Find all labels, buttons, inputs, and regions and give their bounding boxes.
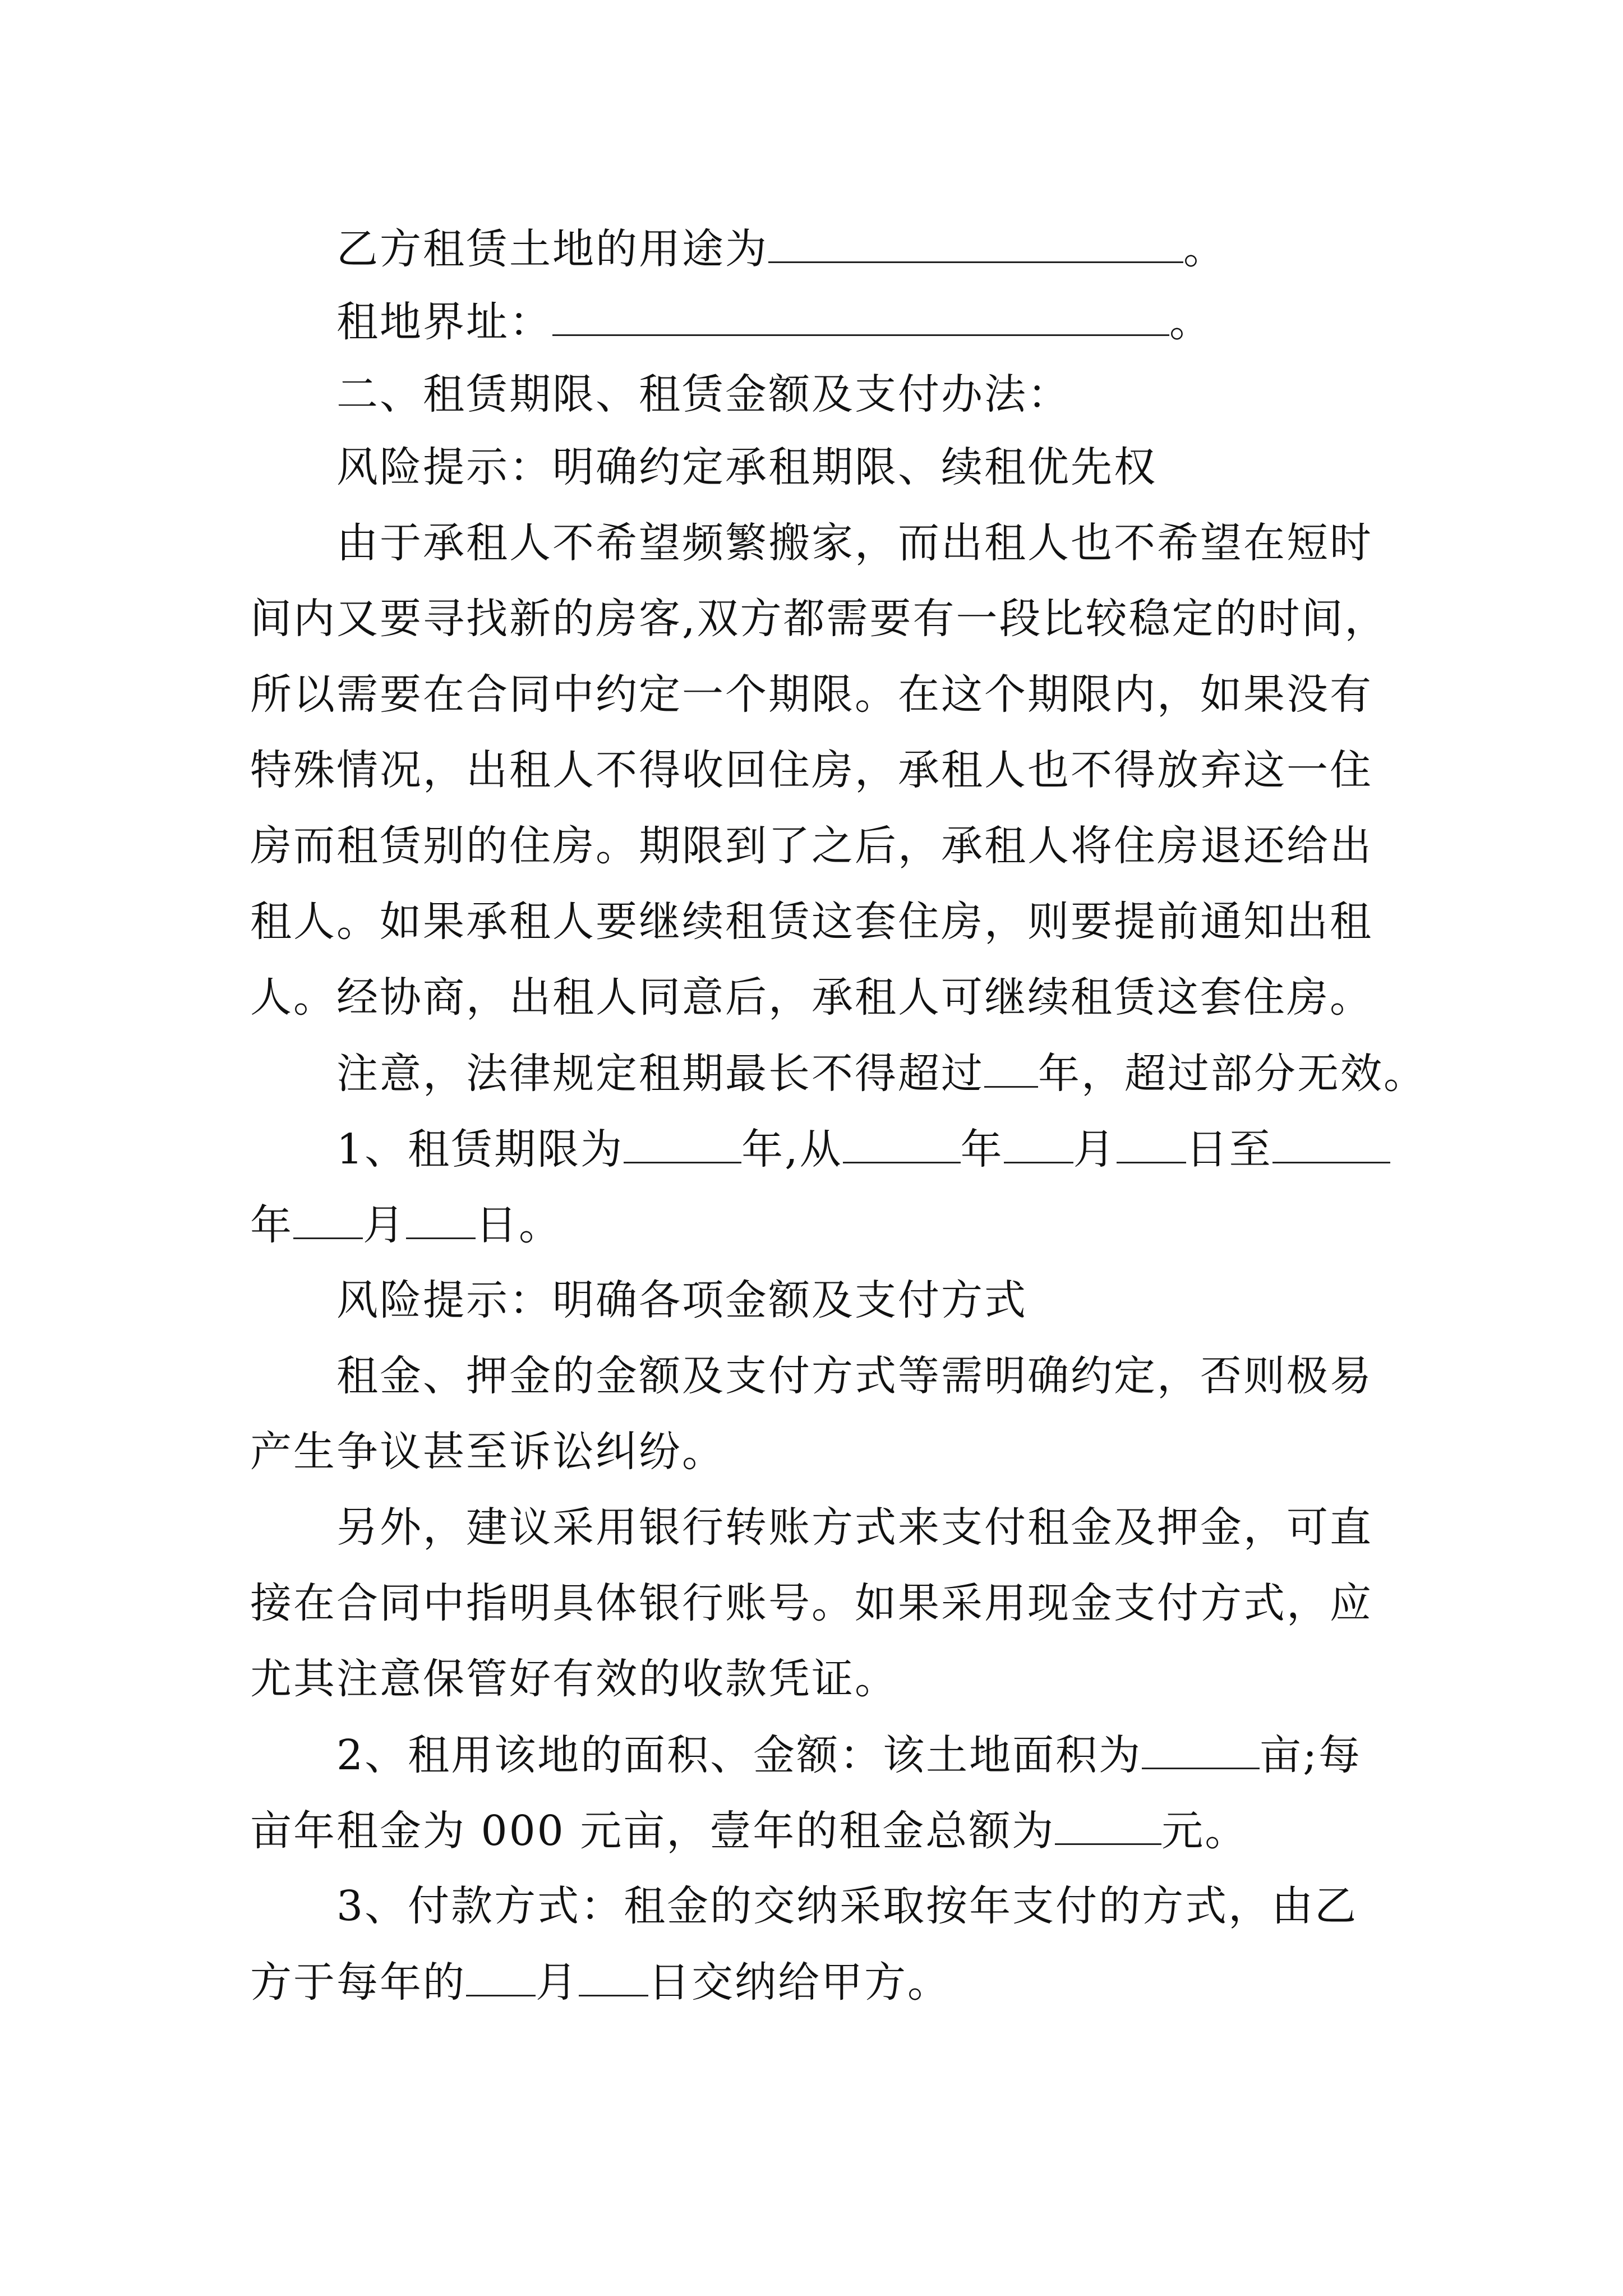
pay-month-blank[interactable] [466, 1958, 536, 1996]
lease-term-label: 1、租赁期限为 [336, 1125, 624, 1174]
payment-method-line: 3、付款方式：租金的交纳采取按年支付的方式，由乙 [336, 1882, 1358, 1930]
risk-tip-term: 风险提示：明确约定承租期限、续租优先权 [336, 443, 1157, 491]
end-year-blank[interactable] [1272, 1125, 1390, 1163]
year-label: 年 [250, 1201, 293, 1249]
rent-total-line [250, 1806, 1389, 1855]
land-use-line [336, 224, 1389, 273]
boundary-blank[interactable] [552, 297, 1169, 336]
paragraph-line: 接在合同中指明具体银行账号。如果采用现金支付方式，应 [250, 1579, 1373, 1627]
rent-total-label: 亩年租金为 000 元亩，壹年的租金总额为 [250, 1807, 1055, 1855]
paragraph-line: 租人。如果承租人要继续租赁这套住房，则要提前通知出租 [250, 898, 1373, 946]
max-term-text: 注意，法律规定租期最长不得超过 [336, 1050, 984, 1098]
year-label: 年 [960, 1125, 1004, 1174]
payment-date-line [250, 1958, 1389, 2007]
start-month-blank[interactable] [1004, 1125, 1073, 1163]
month-label: 月 [363, 1201, 406, 1249]
max-term-blank[interactable] [984, 1049, 1038, 1088]
pay-day-blank[interactable] [579, 1958, 648, 1996]
area-unit: 亩;每 [1260, 1731, 1362, 1779]
paragraph-line: 产生争议甚至诉讼纠纷。 [250, 1428, 725, 1476]
from-label: 年,从 [741, 1125, 843, 1174]
section-heading: 二、租赁期限、租赁金额及支付办法： [336, 370, 1071, 418]
paragraph-line: 特殊情况，出租人不得收回住房，承租人也不得放弃这一住 [250, 746, 1373, 794]
area-line [336, 1731, 1389, 1779]
to-label: 日至 [1186, 1125, 1272, 1174]
boundary-label: 租地界址： [336, 298, 552, 346]
paragraph-line: 所以需要在合同中约定一个期限。在这个期限内，如果没有 [250, 670, 1373, 719]
paragraph-line: 租金、押金的金额及支付方式等需明确约定，否则极易 [336, 1352, 1373, 1400]
land-use-blank[interactable] [768, 224, 1183, 263]
month-label: 月 [1073, 1125, 1117, 1174]
paragraph-line: 人。经协商，出租人同意后，承租人可继续租赁这套住房。 [250, 973, 1373, 1022]
max-term-text-end: 年，超过部分无效。 [1038, 1050, 1427, 1098]
paragraph-line: 间内又要寻找新的房客,双方都需要有一段比较稳定的时间， [250, 595, 1388, 643]
boundary-line [336, 297, 1389, 346]
lease-end-line [250, 1200, 1389, 1249]
start-day-blank[interactable] [1117, 1125, 1186, 1163]
land-use-label: 乙方租赁土地的用途为 [336, 225, 768, 273]
day-label: 日。 [476, 1201, 562, 1249]
paragraph-line: 另外，建议采用银行转账方式来支付租金及押金，可直 [336, 1503, 1373, 1552]
area-label: 2、租用该地的面积、金额：该土地面积为 [336, 1731, 1142, 1779]
paragraph-line: 尤其注意保管好有效的收款凭证。 [250, 1655, 898, 1703]
boundary-end: 。 [1169, 298, 1212, 346]
land-use-end: 。 [1183, 225, 1227, 273]
end-month-blank[interactable] [293, 1200, 363, 1239]
rent-total-unit: 元。 [1161, 1807, 1248, 1855]
max-term-note [336, 1049, 1427, 1098]
lease-years-blank[interactable] [624, 1125, 741, 1163]
paragraph-line: 由于承租人不希望频繁搬家，而出租人也不希望在短时 [336, 519, 1373, 567]
area-blank[interactable] [1142, 1731, 1260, 1769]
month-label: 月 [536, 1958, 579, 2007]
payment-date-label: 方于每年的 [250, 1958, 466, 2007]
payment-date-end: 日交纳给甲方。 [648, 1958, 951, 2007]
rent-total-blank[interactable] [1055, 1806, 1161, 1845]
paragraph-line: 房而租赁别的住房。期限到了之后，承租人将住房退还给出 [250, 822, 1373, 870]
start-year-blank[interactable] [843, 1125, 961, 1163]
end-day-blank[interactable] [406, 1200, 476, 1239]
lease-term-line [336, 1125, 1389, 1174]
risk-tip-payment: 风险提示：明确各项金额及支付方式 [336, 1276, 1027, 1324]
